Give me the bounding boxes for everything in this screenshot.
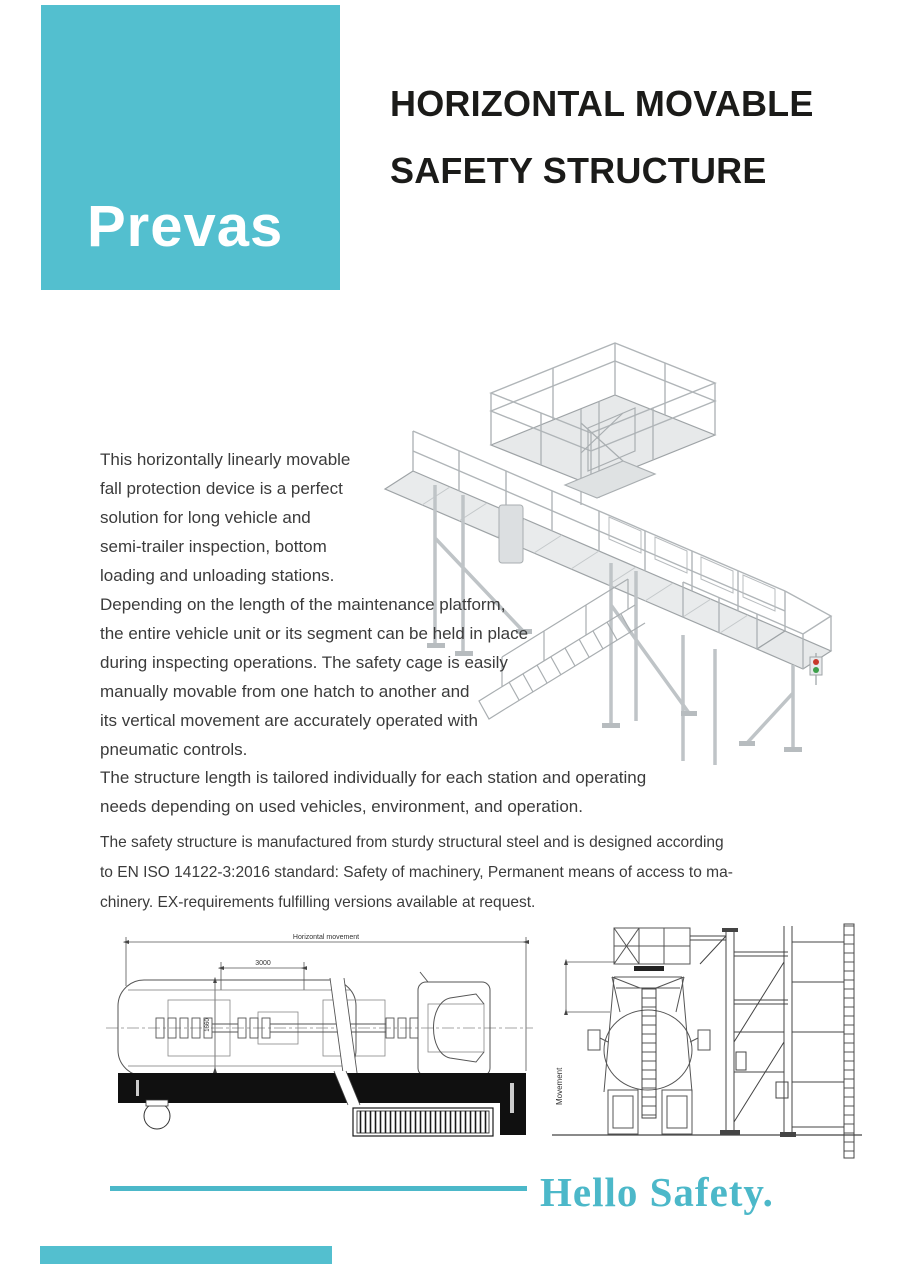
end-view-drawing [550, 922, 882, 1162]
footer-tagline: Hello Safety. [540, 1169, 774, 1215]
paragraph-1 [100, 445, 350, 590]
paragraph-4 [100, 828, 733, 918]
indicator-light [810, 653, 822, 685]
dim-label-3000: 3000 [255, 960, 271, 967]
paragraph-line: the entire vehicle unit or its segment can be held in place [100, 624, 529, 643]
title-line-2: SAFETY STRUCTURE [390, 150, 767, 191]
plan-view-drawing [98, 928, 543, 1156]
paragraph-line: to EN ISO 14122-3:2016 standard: Safety of machinery, Permanent means of access to ma- [100, 864, 733, 881]
paragraph-line: pneumatic controls. [100, 740, 248, 759]
paragraph-line: chinery. EX-requirements fulfilling versions available at request. [100, 894, 536, 911]
paragraph-line: its vertical movement are accurately operated with [100, 711, 478, 730]
footer-brand-bar [40, 1246, 332, 1264]
paragraph-line: during inspecting operations. The safety cage is easily [100, 653, 508, 672]
paragraph-line: loading and unloading stations. [100, 566, 335, 585]
dim-label-movement: Movement [555, 1067, 564, 1105]
paragraph-line: The safety structure is manufactured from sturdy structural steel and is designed according [100, 834, 724, 851]
paragraph-line: solution for long vehicle and [100, 508, 311, 527]
paragraph-line: The structure length is tailored individually for each station and operating [100, 768, 647, 787]
dim-label-1660: 1660 [205, 1018, 211, 1032]
figure-end-view [550, 922, 882, 1167]
paragraph-2 [100, 590, 528, 764]
paragraph-3 [100, 763, 646, 821]
paragraph-line: This horizontally linearly movable [100, 450, 351, 469]
paragraph-line: needs depending on used vehicles, environment, and operation. [100, 797, 583, 816]
paragraph-line: fall protection device is a perfect [100, 479, 343, 498]
figure-plan-view [98, 928, 543, 1161]
footer-divider [110, 1186, 527, 1191]
paragraph-line: manually movable from one hatch to another and [100, 682, 470, 701]
dim-label-horizontal-movement: Horizontal movement [292, 934, 360, 941]
prevas-logo: Prevas [87, 194, 284, 259]
page-title [390, 70, 870, 204]
paragraph-line: Depending on the length of the maintenance platform, [100, 595, 506, 614]
brand-color-block [41, 5, 340, 290]
paragraph-line: semi-trailer inspection, bottom [100, 537, 327, 556]
title-line-1: HORIZONTAL MOVABLE [390, 83, 814, 124]
